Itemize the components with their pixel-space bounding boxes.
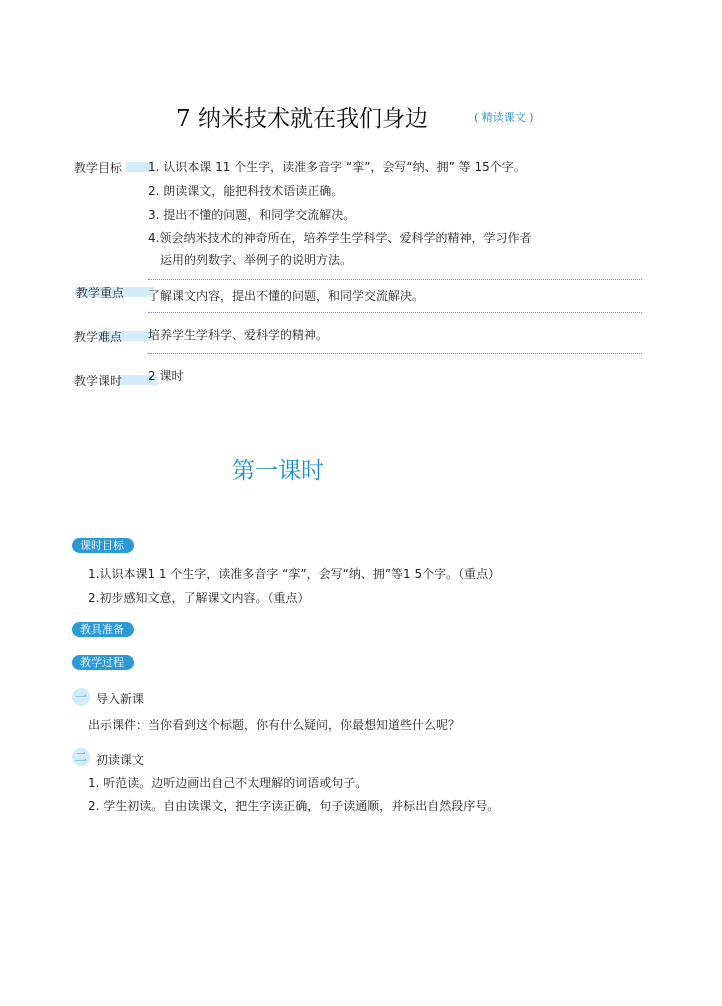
step-number: 一 (72, 688, 90, 706)
goal-item: 1. 认识本课 11 个生字，读准多音字 “挛”，会写“纳、拥” 等 15个字。 (148, 160, 526, 174)
prep-badge: 教具准备 (72, 622, 134, 637)
objective-item: 2.初步感知文意，了解课文内容。（重点） (88, 591, 310, 605)
goal-item: 4.领会纳米技术的神奇所在，培养学生学科学、爱科学的精神，学习作者 (148, 231, 532, 245)
hours-label: 教学课时 (74, 372, 124, 389)
objective-item: 1.认识本课1 1 个生字，读准多音字 “挛”，会写“纳、拥”等1 5个字。（重点） (88, 567, 501, 581)
divider (148, 312, 642, 313)
difficulty-text: 培养学生学科学、爱科学的精神。 (148, 328, 329, 342)
process-badge: 教学过程 (72, 655, 134, 670)
goal-item-continued: 运用的列数字、举例子的说明方法。 (160, 253, 353, 267)
lesson-title: 7 纳米技术就在我们身边 (176, 106, 428, 132)
hours-text: 2 课时 (148, 369, 184, 383)
lesson-type-note: ( 精读课文 ) (474, 111, 534, 124)
step-title: 导入新课 (96, 692, 145, 706)
goal-item: 3. 提出不懂的问题，和同学交流解决。 (148, 208, 356, 222)
goal-item: 2. 朗读课文，能把科技术语读正确。 (148, 184, 344, 198)
lesson-section-title: 第一课时 (232, 458, 324, 484)
difficulty-label: 教学难点 (74, 328, 124, 345)
keypoint-label: 教学重点 (76, 284, 126, 301)
step-number: 二 (72, 748, 90, 766)
keypoint-text: 了解课文内容，提出不懂的问题，和同学交流解决。 (148, 289, 425, 303)
divider (148, 353, 642, 354)
goals-label: 教学目标 (74, 159, 124, 176)
objectives-badge: 课时目标 (72, 538, 134, 553)
step-title: 初读课文 (96, 753, 145, 767)
divider (148, 279, 642, 280)
step-line: 出示课件：当你看到这个标题，你有什么疑问，你最想知道些什么呢？ (88, 718, 461, 732)
step-line: 2. 学生初读。自由读课文，把生字读正确，句子读通顺，并标出自然段序号。 (88, 799, 500, 813)
step-line: 1. 听范读。边听边画出自己不太理解的词语或句子。 (88, 776, 368, 790)
